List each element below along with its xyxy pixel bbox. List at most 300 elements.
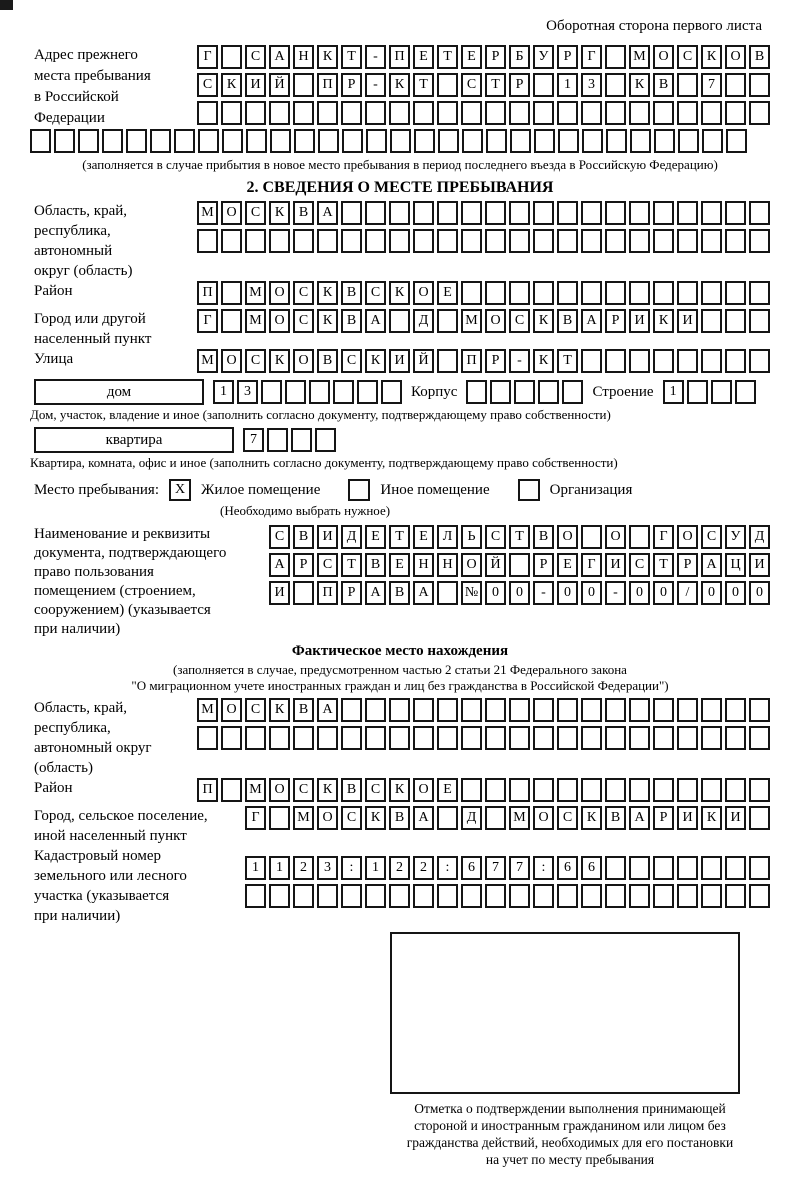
char-box[interactable]: 2 [389,856,410,880]
char-box[interactable] [293,229,314,253]
char-box[interactable] [389,884,410,908]
char-box[interactable] [437,726,458,750]
char-box[interactable] [725,884,746,908]
char-box[interactable] [630,129,651,153]
char-box[interactable] [509,698,530,722]
char-box[interactable] [557,201,578,225]
char-box[interactable] [629,884,650,908]
char-box[interactable] [534,129,555,153]
char-box[interactable]: К [269,349,290,373]
char-box[interactable] [677,698,698,722]
char-box[interactable] [605,101,626,125]
char-box[interactable] [605,726,626,750]
char-box[interactable] [461,201,482,225]
char-box[interactable] [677,349,698,373]
char-box[interactable] [533,698,554,722]
char-box[interactable] [341,101,362,125]
char-box[interactable] [437,884,458,908]
char-box[interactable] [725,229,746,253]
char-box[interactable] [735,380,756,404]
char-box[interactable]: - [605,581,626,605]
char-box[interactable] [677,856,698,880]
char-box[interactable] [245,101,266,125]
char-box[interactable]: М [197,349,218,373]
char-box[interactable] [538,380,559,404]
char-box[interactable]: 7 [701,73,722,97]
char-box[interactable] [285,380,306,404]
char-box[interactable]: 0 [725,581,746,605]
char-box[interactable]: 6 [581,856,602,880]
char-box[interactable] [749,281,770,305]
char-box[interactable]: 7 [509,856,530,880]
char-box[interactable]: К [389,281,410,305]
char-box[interactable] [701,349,722,373]
char-box[interactable] [581,698,602,722]
char-box[interactable]: Р [533,553,554,577]
char-box[interactable]: О [461,553,482,577]
char-box[interactable]: А [701,553,722,577]
char-box[interactable]: О [725,45,746,69]
char-box[interactable]: К [365,806,386,830]
char-box[interactable] [485,698,506,722]
char-box[interactable] [509,201,530,225]
char-box[interactable]: 1 [557,73,578,97]
char-box[interactable]: И [269,581,290,605]
char-box[interactable]: Р [557,45,578,69]
char-box[interactable] [605,229,626,253]
char-box[interactable] [581,778,602,802]
char-box[interactable] [653,726,674,750]
char-box[interactable] [509,281,530,305]
char-box[interactable]: П [317,581,338,605]
char-box[interactable]: Л [437,525,458,549]
char-box[interactable]: - [533,581,554,605]
char-box[interactable]: Г [197,309,218,333]
char-box[interactable]: А [365,309,386,333]
char-box[interactable] [413,101,434,125]
char-box[interactable]: В [653,73,674,97]
char-box[interactable] [677,726,698,750]
char-box[interactable]: О [221,349,242,373]
char-box[interactable] [437,698,458,722]
char-box[interactable] [381,380,402,404]
char-box[interactable]: - [365,45,386,69]
char-box[interactable] [413,229,434,253]
char-box[interactable]: С [341,349,362,373]
char-box[interactable] [438,129,459,153]
char-box[interactable]: С [341,806,362,830]
char-box[interactable] [581,525,602,549]
char-box[interactable] [366,129,387,153]
char-box[interactable] [270,129,291,153]
char-box[interactable] [725,309,746,333]
char-box[interactable]: 6 [557,856,578,880]
char-box[interactable] [269,101,290,125]
char-box[interactable]: А [413,581,434,605]
char-box[interactable]: 1 [269,856,290,880]
char-box[interactable] [365,726,386,750]
char-box[interactable]: В [365,553,386,577]
char-box[interactable] [653,201,674,225]
char-box[interactable] [461,229,482,253]
char-box[interactable] [341,726,362,750]
char-box[interactable]: В [389,581,410,605]
char-box[interactable]: В [317,349,338,373]
char-box[interactable]: С [269,525,290,549]
char-box[interactable]: Н [293,45,314,69]
char-box[interactable]: М [629,45,650,69]
char-box[interactable] [485,101,506,125]
char-box[interactable]: К [317,778,338,802]
char-box[interactable]: П [197,778,218,802]
char-box[interactable]: Т [413,73,434,97]
char-box[interactable] [30,129,51,153]
char-box[interactable]: 7 [243,428,264,452]
char-box[interactable] [725,101,746,125]
char-box[interactable] [701,778,722,802]
char-box[interactable]: М [245,309,266,333]
char-box[interactable]: П [461,349,482,373]
char-box[interactable] [197,101,218,125]
char-box[interactable]: Р [653,806,674,830]
char-box[interactable]: Й [413,349,434,373]
char-box[interactable]: О [485,309,506,333]
char-box[interactable]: Е [365,525,386,549]
char-box[interactable]: С [629,553,650,577]
char-box[interactable] [725,281,746,305]
char-box[interactable]: Р [341,73,362,97]
char-box[interactable] [333,380,354,404]
char-box[interactable] [174,129,195,153]
char-box[interactable] [461,101,482,125]
char-box[interactable]: О [221,698,242,722]
char-box[interactable] [687,380,708,404]
char-box[interactable] [557,884,578,908]
char-box[interactable] [582,129,603,153]
char-box[interactable]: К [533,349,554,373]
char-box[interactable] [677,778,698,802]
char-box[interactable] [341,201,362,225]
char-box[interactable]: С [317,553,338,577]
char-box[interactable] [462,129,483,153]
char-box[interactable] [390,129,411,153]
char-box[interactable]: И [677,309,698,333]
char-box[interactable]: Р [293,553,314,577]
char-box[interactable] [749,349,770,373]
char-box[interactable]: С [557,806,578,830]
char-box[interactable] [533,778,554,802]
char-box[interactable]: Т [485,73,506,97]
char-box[interactable]: М [197,698,218,722]
char-box[interactable] [701,698,722,722]
char-box[interactable]: И [245,73,266,97]
char-box[interactable] [557,281,578,305]
char-box[interactable] [533,73,554,97]
char-box[interactable] [605,201,626,225]
checkbox-other-premises[interactable] [348,479,370,501]
char-box[interactable]: 0 [701,581,722,605]
char-box[interactable]: : [437,856,458,880]
char-box[interactable]: № [461,581,482,605]
char-box[interactable]: Й [485,553,506,577]
char-box[interactable]: - [365,73,386,97]
char-box[interactable] [341,884,362,908]
char-box[interactable]: О [605,525,626,549]
char-box[interactable] [509,726,530,750]
char-box[interactable] [197,229,218,253]
char-box[interactable] [581,281,602,305]
char-box[interactable] [291,428,312,452]
char-box[interactable]: П [317,73,338,97]
char-box[interactable] [749,101,770,125]
char-box[interactable] [126,129,147,153]
char-box[interactable] [653,698,674,722]
char-box[interactable] [461,281,482,305]
char-box[interactable] [629,856,650,880]
char-box[interactable] [562,380,583,404]
char-box[interactable] [653,778,674,802]
char-box[interactable]: М [245,281,266,305]
char-box[interactable] [221,229,242,253]
char-box[interactable]: С [245,349,266,373]
char-box[interactable] [413,884,434,908]
char-box[interactable] [437,229,458,253]
char-box[interactable] [677,101,698,125]
char-box[interactable] [461,698,482,722]
char-box[interactable]: К [629,73,650,97]
char-box[interactable]: К [701,806,722,830]
char-box[interactable]: 3 [581,73,602,97]
char-box[interactable] [701,309,722,333]
char-box[interactable]: К [221,73,242,97]
char-box[interactable]: С [245,45,266,69]
char-box[interactable]: В [605,806,626,830]
char-box[interactable] [726,129,747,153]
char-box[interactable]: 1 [213,380,234,404]
char-box[interactable]: С [677,45,698,69]
char-box[interactable]: С [365,778,386,802]
char-box[interactable]: Г [197,45,218,69]
char-box[interactable]: 0 [629,581,650,605]
char-box[interactable]: Ц [725,553,746,577]
char-box[interactable] [605,73,626,97]
char-box[interactable] [677,201,698,225]
char-box[interactable]: С [293,309,314,333]
char-box[interactable]: К [365,349,386,373]
char-box[interactable]: В [749,45,770,69]
char-box[interactable]: Т [389,525,410,549]
char-box[interactable] [629,229,650,253]
char-box[interactable] [557,726,578,750]
char-box[interactable] [221,101,242,125]
char-box[interactable]: О [269,309,290,333]
char-box[interactable] [342,129,363,153]
char-box[interactable]: В [341,778,362,802]
char-box[interactable]: М [293,806,314,830]
char-box[interactable] [389,698,410,722]
char-box[interactable] [605,884,626,908]
char-box[interactable]: А [629,806,650,830]
char-box[interactable] [749,806,770,830]
char-box[interactable]: М [197,201,218,225]
char-box[interactable] [389,229,410,253]
char-box[interactable]: О [317,806,338,830]
char-box[interactable] [357,380,378,404]
char-box[interactable]: А [317,201,338,225]
char-box[interactable] [701,101,722,125]
char-box[interactable]: Е [437,281,458,305]
char-box[interactable] [294,129,315,153]
char-box[interactable]: Т [437,45,458,69]
char-box[interactable]: Д [749,525,770,549]
char-box[interactable] [701,856,722,880]
char-box[interactable]: А [269,45,290,69]
char-box[interactable] [629,101,650,125]
char-box[interactable]: А [413,806,434,830]
char-box[interactable] [221,778,242,802]
char-box[interactable] [509,101,530,125]
char-box[interactable]: Е [413,525,434,549]
char-box[interactable] [485,884,506,908]
char-box[interactable] [485,806,506,830]
char-box[interactable] [605,281,626,305]
char-box[interactable] [533,726,554,750]
char-box[interactable]: О [533,806,554,830]
char-box[interactable] [557,778,578,802]
char-box[interactable] [221,45,242,69]
char-box[interactable]: К [701,45,722,69]
char-box[interactable]: Д [461,806,482,830]
char-box[interactable] [78,129,99,153]
char-box[interactable]: Т [509,525,530,549]
char-box[interactable]: / [677,581,698,605]
char-box[interactable] [221,726,242,750]
char-box[interactable]: Г [581,553,602,577]
char-box[interactable]: 0 [485,581,506,605]
char-box[interactable] [509,553,530,577]
char-box[interactable] [293,581,314,605]
char-box[interactable] [509,229,530,253]
char-box[interactable]: А [317,698,338,722]
char-box[interactable]: О [221,201,242,225]
char-box[interactable] [461,884,482,908]
char-box[interactable]: С [701,525,722,549]
char-box[interactable] [702,129,723,153]
char-box[interactable] [365,698,386,722]
char-box[interactable]: И [317,525,338,549]
char-box[interactable] [749,201,770,225]
char-box[interactable]: Р [509,73,530,97]
char-box[interactable]: П [389,45,410,69]
char-box[interactable] [509,884,530,908]
char-box[interactable] [581,201,602,225]
char-box[interactable]: Е [389,553,410,577]
char-box[interactable]: И [725,806,746,830]
char-box[interactable]: В [293,201,314,225]
char-box[interactable]: К [653,309,674,333]
char-box[interactable] [533,281,554,305]
char-box[interactable] [365,884,386,908]
char-box[interactable]: У [725,525,746,549]
char-box[interactable]: Ь [461,525,482,549]
char-box[interactable]: А [269,553,290,577]
char-box[interactable] [629,698,650,722]
char-box[interactable]: 3 [237,380,258,404]
char-box[interactable] [437,349,458,373]
char-box[interactable] [557,101,578,125]
char-box[interactable] [437,581,458,605]
char-box[interactable]: Р [485,45,506,69]
char-box[interactable] [315,428,336,452]
char-box[interactable] [653,281,674,305]
char-box[interactable] [245,726,266,750]
char-box[interactable]: О [413,778,434,802]
char-box[interactable] [365,229,386,253]
char-box[interactable]: С [197,73,218,97]
char-box[interactable] [533,884,554,908]
char-box[interactable]: 0 [581,581,602,605]
char-box[interactable] [749,73,770,97]
char-box[interactable]: Т [341,553,362,577]
char-box[interactable] [605,349,626,373]
char-box[interactable]: 3 [317,856,338,880]
char-box[interactable] [341,229,362,253]
char-box[interactable]: С [293,778,314,802]
char-box[interactable]: С [461,73,482,97]
char-box[interactable]: 0 [749,581,770,605]
char-box[interactable] [245,884,266,908]
char-box[interactable] [437,806,458,830]
char-box[interactable] [629,281,650,305]
char-box[interactable] [317,884,338,908]
char-box[interactable]: К [389,778,410,802]
char-box[interactable] [341,698,362,722]
char-box[interactable]: А [581,309,602,333]
char-box[interactable] [581,229,602,253]
char-box[interactable] [581,349,602,373]
char-box[interactable] [389,726,410,750]
char-box[interactable]: - [509,349,530,373]
char-box[interactable]: Д [341,525,362,549]
char-box[interactable]: В [341,309,362,333]
char-box[interactable] [749,698,770,722]
char-box[interactable] [677,73,698,97]
char-box[interactable] [605,778,626,802]
char-box[interactable]: Е [437,778,458,802]
char-box[interactable] [293,73,314,97]
char-box[interactable] [317,229,338,253]
char-box[interactable]: И [677,806,698,830]
char-box[interactable] [701,726,722,750]
char-box[interactable] [54,129,75,153]
char-box[interactable] [509,778,530,802]
char-box[interactable] [678,129,699,153]
char-box[interactable] [365,201,386,225]
char-box[interactable] [269,884,290,908]
char-box[interactable] [150,129,171,153]
char-box[interactable] [221,309,242,333]
char-box[interactable] [198,129,219,153]
char-box[interactable] [677,281,698,305]
char-box[interactable] [725,778,746,802]
char-box[interactable]: И [605,553,626,577]
char-box[interactable] [581,101,602,125]
char-box[interactable] [490,380,511,404]
char-box[interactable] [581,884,602,908]
char-box[interactable] [749,229,770,253]
char-box[interactable]: 0 [509,581,530,605]
checkbox-organization[interactable] [518,479,540,501]
